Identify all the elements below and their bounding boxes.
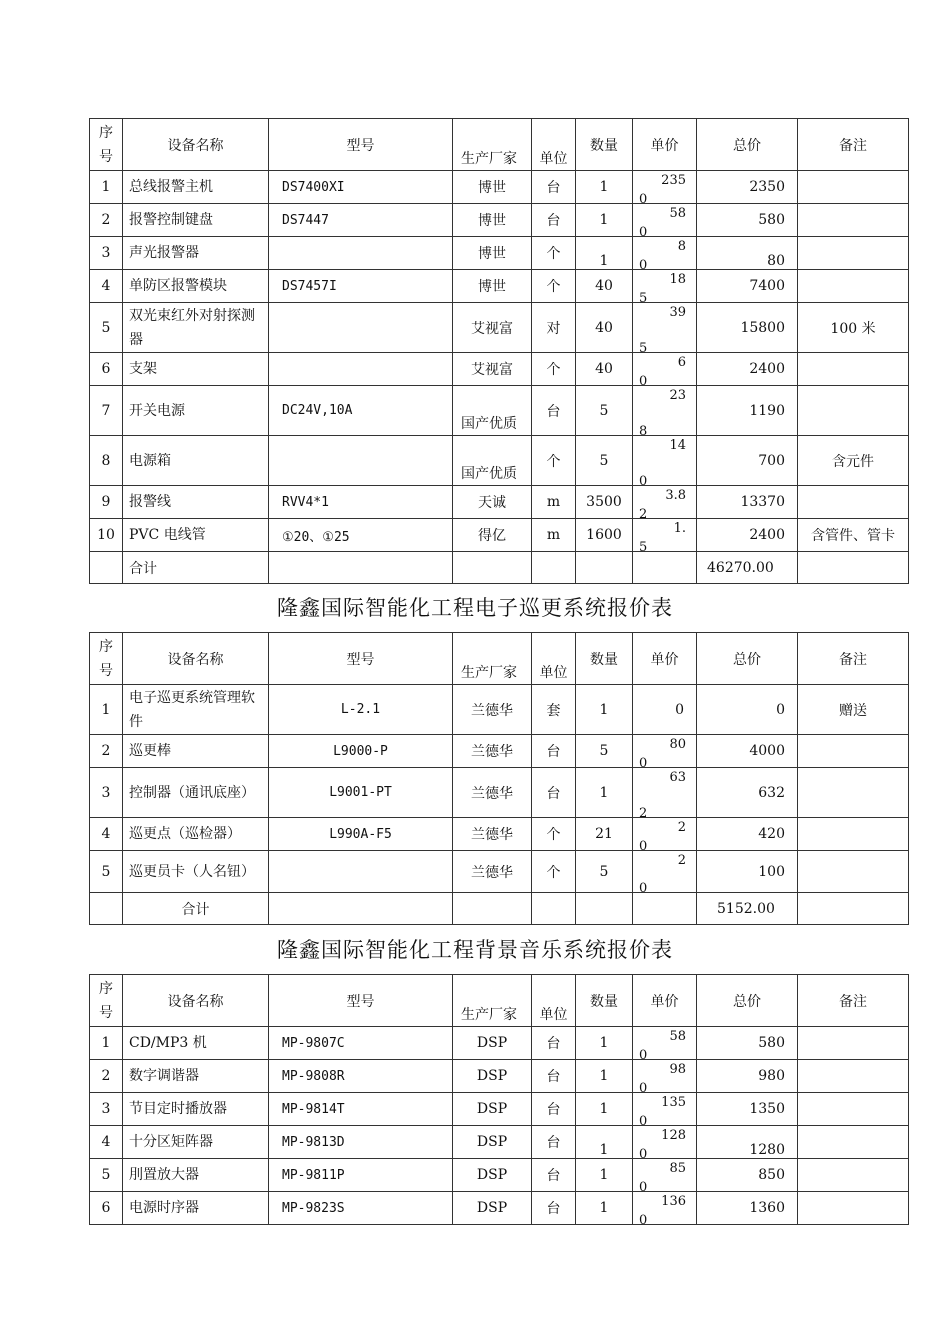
item-manufacturer: 艾视富 xyxy=(453,303,532,353)
item-total: 700 xyxy=(697,436,798,486)
item-total: 13370 xyxy=(697,486,798,519)
item-remark xyxy=(798,818,909,851)
item-total: 580 xyxy=(697,1027,798,1060)
table-row xyxy=(90,851,909,893)
item-remark xyxy=(798,1126,909,1159)
table-row xyxy=(90,270,909,303)
item-quantity: 21 xyxy=(576,818,633,851)
table-row xyxy=(90,685,909,735)
table-header-row xyxy=(90,975,909,1027)
item-quantity: 1 xyxy=(576,1192,633,1225)
table-row xyxy=(90,519,909,552)
header-model: 型号 xyxy=(269,633,453,685)
item-unit-price: 58 0 xyxy=(633,1027,697,1060)
item-model: MP-9808R xyxy=(269,1060,453,1093)
item-manufacturer: 国产优质 xyxy=(453,436,532,486)
item-model: DS7457I xyxy=(269,270,453,303)
sum-label: 合计 xyxy=(123,893,269,925)
row-no: 1 xyxy=(90,171,123,204)
header-remark: 备注 xyxy=(798,975,909,1027)
item-manufacturer: DSP xyxy=(453,1060,532,1093)
table-row xyxy=(90,204,909,237)
item-unit: m xyxy=(532,486,576,519)
item-remark xyxy=(798,486,909,519)
header-total: 总价 xyxy=(697,975,798,1027)
item-unit: 台 xyxy=(532,1126,576,1159)
table-row xyxy=(90,1027,909,1060)
sum-row xyxy=(90,552,909,584)
item-manufacturer: 博世 xyxy=(453,204,532,237)
item-total: 0 xyxy=(697,685,798,735)
item-model: L-2.1 xyxy=(269,685,453,735)
item-name: 电源时序器 xyxy=(123,1192,269,1225)
patrol-quote-table xyxy=(89,632,909,925)
item-unit: 台 xyxy=(532,735,576,768)
item-name: 巡更点（巡检器） xyxy=(123,818,269,851)
item-unit: 台 xyxy=(532,386,576,436)
item-unit-price: 23 8 xyxy=(633,386,697,436)
item-quantity: 1 xyxy=(576,171,633,204)
item-total: 2350 xyxy=(697,171,798,204)
item-unit: 个 xyxy=(532,818,576,851)
header-unit: 单位 xyxy=(532,975,576,1027)
item-remark xyxy=(798,851,909,893)
item-total: 15800 xyxy=(697,303,798,353)
item-unit-price: 6 0 xyxy=(633,353,697,386)
item-unit: 个 xyxy=(532,851,576,893)
row-no: 5 xyxy=(90,303,123,353)
table-row xyxy=(90,818,909,851)
item-model: MP-9823S xyxy=(269,1192,453,1225)
row-no: 5 xyxy=(90,851,123,893)
item-total: 850 xyxy=(697,1159,798,1192)
item-unit-price: 18 5 xyxy=(633,270,697,303)
item-unit: 台 xyxy=(532,768,576,818)
item-unit-price: 80 0 xyxy=(633,735,697,768)
table-row xyxy=(90,436,909,486)
header-remark: 备注 xyxy=(798,633,909,685)
item-manufacturer: 兰德华 xyxy=(453,768,532,818)
item-remark: 100 米 xyxy=(798,303,909,353)
item-unit-price: 0 xyxy=(633,685,697,735)
item-unit: 台 xyxy=(532,1159,576,1192)
item-manufacturer: DSP xyxy=(453,1159,532,1192)
item-remark: 赠送 xyxy=(798,685,909,735)
row-no: 2 xyxy=(90,204,123,237)
header-no: 序 号 xyxy=(90,975,123,1027)
item-remark xyxy=(798,1159,909,1192)
header-unit: 单位 xyxy=(532,633,576,685)
item-remark xyxy=(798,237,909,270)
header-unit: 单位 xyxy=(532,119,576,171)
item-quantity: 1 xyxy=(576,1159,633,1192)
item-model: DS7447 xyxy=(269,204,453,237)
item-quantity: 1 xyxy=(576,204,633,237)
header-model: 型号 xyxy=(269,975,453,1027)
item-manufacturer: 博世 xyxy=(453,237,532,270)
item-model: MP-9813D xyxy=(269,1126,453,1159)
sum-total: 46270.00 xyxy=(697,552,798,584)
item-name: 声光报警器 xyxy=(123,237,269,270)
item-remark xyxy=(798,204,909,237)
item-manufacturer: 兰德华 xyxy=(453,735,532,768)
header-qty: 数量 xyxy=(576,975,633,1027)
item-unit: 对 xyxy=(532,303,576,353)
table-row xyxy=(90,237,909,270)
sum-row xyxy=(90,893,909,925)
item-manufacturer: 兰德华 xyxy=(453,685,532,735)
item-model: DC24V,10A xyxy=(269,386,453,436)
item-quantity: 5 xyxy=(576,851,633,893)
header-price: 单价 xyxy=(633,119,697,171)
item-quantity: 3500 xyxy=(576,486,633,519)
item-manufacturer: DSP xyxy=(453,1093,532,1126)
item-unit-price: 1. 5 xyxy=(633,519,697,552)
item-remark xyxy=(798,1027,909,1060)
item-manufacturer: DSP xyxy=(453,1027,532,1060)
item-manufacturer: 博世 xyxy=(453,270,532,303)
item-model xyxy=(269,303,453,353)
table-row xyxy=(90,1126,909,1159)
item-total: 7400 xyxy=(697,270,798,303)
item-model: ①20、①25 xyxy=(269,519,453,552)
item-unit: 个 xyxy=(532,270,576,303)
header-total: 总价 xyxy=(697,633,798,685)
item-name: 总线报警主机 xyxy=(123,171,269,204)
item-quantity: 40 xyxy=(576,353,633,386)
item-model xyxy=(269,353,453,386)
row-no: 10 xyxy=(90,519,123,552)
item-total: 980 xyxy=(697,1060,798,1093)
item-total: 4000 xyxy=(697,735,798,768)
item-unit: 个 xyxy=(532,237,576,270)
music-table-title: 隆鑫国际智能化工程背景音乐系统报价表 xyxy=(277,938,673,962)
row-no: 3 xyxy=(90,237,123,270)
item-unit-price: 2 0 xyxy=(633,851,697,893)
item-name: CD/MP3 机 xyxy=(123,1027,269,1060)
item-manufacturer: 得亿 xyxy=(453,519,532,552)
item-total: 1360 xyxy=(697,1192,798,1225)
header-qty: 数量 xyxy=(576,119,633,171)
item-manufacturer: 艾视富 xyxy=(453,353,532,386)
item-remark xyxy=(798,353,909,386)
header-no: 序 号 xyxy=(90,119,123,171)
sum-label: 合计 xyxy=(123,552,269,584)
header-price: 单价 xyxy=(633,633,697,685)
item-unit-price: 2 0 xyxy=(633,818,697,851)
item-quantity: 1 xyxy=(576,768,633,818)
item-manufacturer: DSP xyxy=(453,1126,532,1159)
item-remark xyxy=(798,768,909,818)
item-model xyxy=(269,436,453,486)
item-remark xyxy=(798,1192,909,1225)
item-total: 580 xyxy=(697,204,798,237)
item-unit: 台 xyxy=(532,1027,576,1060)
row-no: 4 xyxy=(90,818,123,851)
item-model: L9001-PT xyxy=(269,768,453,818)
item-remark xyxy=(798,171,909,204)
table-row xyxy=(90,1093,909,1126)
table-row xyxy=(90,1060,909,1093)
item-remark: 含元件 xyxy=(798,436,909,486)
item-unit: m xyxy=(532,519,576,552)
header-total: 总价 xyxy=(697,119,798,171)
row-no: 2 xyxy=(90,1060,123,1093)
table-row xyxy=(90,768,909,818)
item-name: 支架 xyxy=(123,353,269,386)
header-remark: 备注 xyxy=(798,119,909,171)
item-quantity: 1 xyxy=(576,1027,633,1060)
item-total: 1190 xyxy=(697,386,798,436)
header-qty: 数量 xyxy=(576,633,633,685)
header-manufacturer: 生产厂家 xyxy=(453,975,532,1027)
item-quantity: 5 xyxy=(576,386,633,436)
item-quantity: 40 xyxy=(576,270,633,303)
item-model: L9000-P xyxy=(269,735,453,768)
item-name: 双光束红外对射探测器 xyxy=(123,303,269,353)
item-model: MP-9807C xyxy=(269,1027,453,1060)
item-unit: 套 xyxy=(532,685,576,735)
item-quantity: 5 xyxy=(576,735,633,768)
item-unit-price: 63 2 xyxy=(633,768,697,818)
row-no: 3 xyxy=(90,1093,123,1126)
row-no: 9 xyxy=(90,486,123,519)
item-unit-price: 128 0 xyxy=(633,1126,697,1159)
table-row xyxy=(90,303,909,353)
item-remark: 含管件、管卡 xyxy=(798,519,909,552)
item-name: 十分区矩阵器 xyxy=(123,1126,269,1159)
item-name: 巡更棒 xyxy=(123,735,269,768)
item-unit-price: 39 5 xyxy=(633,303,697,353)
item-remark xyxy=(798,386,909,436)
table-header-row xyxy=(90,119,909,171)
item-remark xyxy=(798,1093,909,1126)
header-no: 序 号 xyxy=(90,633,123,685)
item-unit: 台 xyxy=(532,1060,576,1093)
item-quantity: 1600 xyxy=(576,519,633,552)
table-row xyxy=(90,386,909,436)
item-model: DS7400XI xyxy=(269,171,453,204)
item-total: 420 xyxy=(697,818,798,851)
item-unit-price: 235 0 xyxy=(633,171,697,204)
item-quantity: 5 xyxy=(576,436,633,486)
row-no: 4 xyxy=(90,1126,123,1159)
alarm-quote-table xyxy=(89,118,909,584)
item-name: 报警控制键盘 xyxy=(123,204,269,237)
item-total: 2400 xyxy=(697,519,798,552)
item-unit-price: 85 0 xyxy=(633,1159,697,1192)
header-name: 设备名称 xyxy=(123,975,269,1027)
item-unit: 个 xyxy=(532,353,576,386)
item-manufacturer: DSP xyxy=(453,1192,532,1225)
item-unit-price: 58 0 xyxy=(633,204,697,237)
row-no: 6 xyxy=(90,1192,123,1225)
row-no: 3 xyxy=(90,768,123,818)
item-quantity: 1 xyxy=(576,237,633,270)
item-name: 数字调谐器 xyxy=(123,1060,269,1093)
row-no: 8 xyxy=(90,436,123,486)
item-model: L990A-F5 xyxy=(269,818,453,851)
item-quantity: 1 xyxy=(576,685,633,735)
item-unit-price: 136 0 xyxy=(633,1192,697,1225)
item-name: 节目定时播放器 xyxy=(123,1093,269,1126)
header-manufacturer: 生产厂家 xyxy=(453,633,532,685)
item-manufacturer: 博世 xyxy=(453,171,532,204)
row-no: 1 xyxy=(90,1027,123,1060)
item-name: PVC 电线管 xyxy=(123,519,269,552)
item-total: 1350 xyxy=(697,1093,798,1126)
item-quantity: 1 xyxy=(576,1093,633,1126)
item-name: 单防区报警模块 xyxy=(123,270,269,303)
item-total: 632 xyxy=(697,768,798,818)
item-manufacturer: 兰德华 xyxy=(453,851,532,893)
item-model: MP-9811P xyxy=(269,1159,453,1192)
item-unit-price: 98 0 xyxy=(633,1060,697,1093)
patrol-table-title: 隆鑫国际智能化工程电子巡更系统报价表 xyxy=(277,596,673,620)
item-name: 开关电源 xyxy=(123,386,269,436)
item-model xyxy=(269,237,453,270)
item-quantity: 1 xyxy=(576,1126,633,1159)
item-name: 报警线 xyxy=(123,486,269,519)
item-name: 电源箱 xyxy=(123,436,269,486)
item-unit: 个 xyxy=(532,436,576,486)
row-no: 4 xyxy=(90,270,123,303)
sum-total: 5152.00 xyxy=(697,893,798,925)
item-name: 巡更员卡（人名钮） xyxy=(123,851,269,893)
item-model xyxy=(269,851,453,893)
table-row xyxy=(90,735,909,768)
table-row xyxy=(90,171,909,204)
header-model: 型号 xyxy=(269,119,453,171)
table-row xyxy=(90,353,909,386)
item-remark xyxy=(798,270,909,303)
item-total: 1280 xyxy=(697,1126,798,1159)
item-model: RVV4*1 xyxy=(269,486,453,519)
header-price: 单价 xyxy=(633,975,697,1027)
table-row xyxy=(90,1192,909,1225)
item-unit-price: 14 0 xyxy=(633,436,697,486)
item-unit: 台 xyxy=(532,1093,576,1126)
item-model: MP-9814T xyxy=(269,1093,453,1126)
item-manufacturer: 兰德华 xyxy=(453,818,532,851)
item-remark xyxy=(798,735,909,768)
item-manufacturer: 天诚 xyxy=(453,486,532,519)
row-no: 6 xyxy=(90,353,123,386)
item-manufacturer: 国产优质 xyxy=(453,386,532,436)
item-unit-price: 8 0 xyxy=(633,237,697,270)
table-row xyxy=(90,486,909,519)
item-name: 电子巡更系统管理软件 xyxy=(123,685,269,735)
table-row xyxy=(90,1159,909,1192)
item-name: 刖置放大器 xyxy=(123,1159,269,1192)
item-quantity: 40 xyxy=(576,303,633,353)
item-total: 100 xyxy=(697,851,798,893)
music-quote-table xyxy=(89,974,909,1225)
table-header-row xyxy=(90,633,909,685)
row-no: 1 xyxy=(90,685,123,735)
item-unit: 台 xyxy=(532,171,576,204)
item-remark xyxy=(798,1060,909,1093)
item-quantity: 1 xyxy=(576,1060,633,1093)
header-name: 设备名称 xyxy=(123,633,269,685)
item-unit: 台 xyxy=(532,1192,576,1225)
item-unit: 台 xyxy=(532,204,576,237)
row-no: 5 xyxy=(90,1159,123,1192)
row-no: 7 xyxy=(90,386,123,436)
item-total: 2400 xyxy=(697,353,798,386)
item-total: 80 xyxy=(697,237,798,270)
item-unit-price: 3.8 2 xyxy=(633,486,697,519)
item-unit-price: 135 0 xyxy=(633,1093,697,1126)
row-no: 2 xyxy=(90,735,123,768)
header-name: 设备名称 xyxy=(123,119,269,171)
header-manufacturer: 生产厂家 xyxy=(453,119,532,171)
item-name: 控制器（通讯底座） xyxy=(123,768,269,818)
